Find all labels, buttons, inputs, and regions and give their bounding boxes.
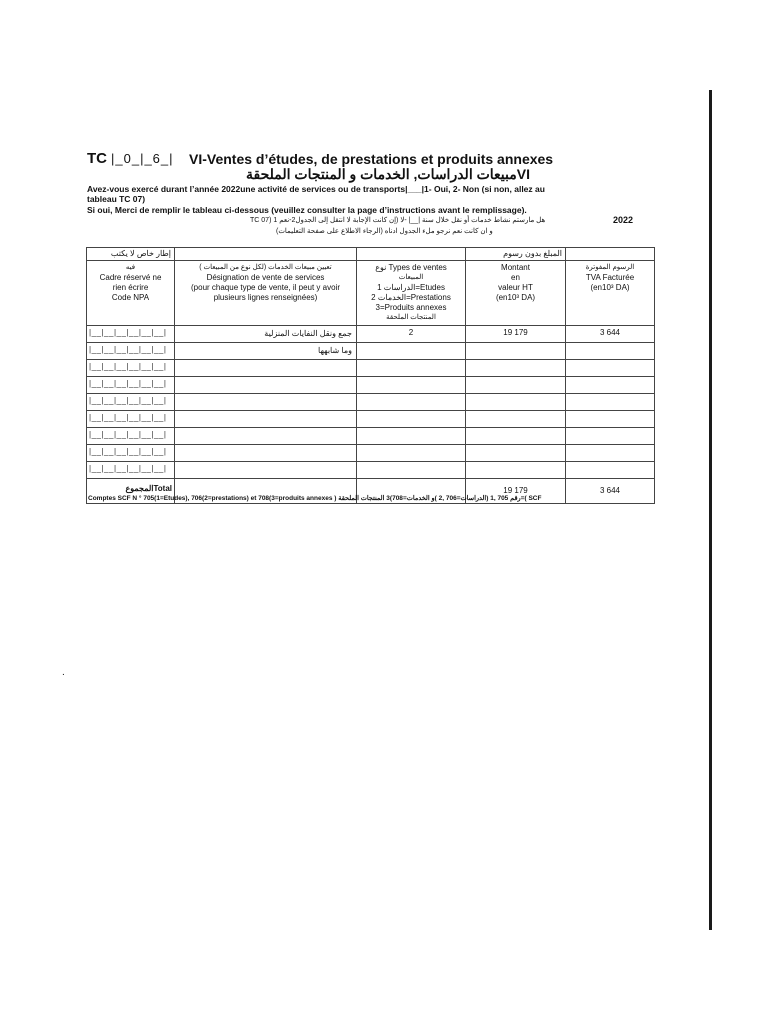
ar-header-type xyxy=(357,248,466,261)
tva-field[interactable] xyxy=(566,428,655,445)
question-line-2: tableau TC 07) xyxy=(87,194,146,204)
montant-field[interactable] xyxy=(466,343,566,360)
type-field[interactable] xyxy=(357,462,466,479)
table-row xyxy=(87,394,655,411)
header-npa xyxy=(87,261,175,326)
designation-field[interactable] xyxy=(175,411,357,428)
stray-dot: . xyxy=(62,667,65,678)
header-type-line: نوع Types de ventes xyxy=(375,263,447,272)
tva-field[interactable] xyxy=(566,377,655,394)
type-field[interactable] xyxy=(357,445,466,462)
question-line-1: Avez-vous exercé durant l’année 2022une activité de services ou de transports|___|1- Oui, 2- Non (si non, allez au xyxy=(87,184,545,194)
header-npa-line: Cadre réservé ne xyxy=(99,273,162,282)
montant-field[interactable] xyxy=(466,428,566,445)
header-designation xyxy=(175,261,357,326)
type-field[interactable]: 2 xyxy=(357,326,466,343)
ar-header-montant: المبلغ بدون رسوم xyxy=(466,248,566,261)
npa-code-field[interactable]: |__|__|__|__|__|__| xyxy=(87,445,175,462)
montant-field[interactable]: 19 179 xyxy=(466,326,566,343)
question-line-3: Si oui, Merci de remplir le tableau ci-dessous (veuillez consulter la page d’instructions avant le remplissage). xyxy=(87,205,527,215)
montant-field[interactable] xyxy=(466,377,566,394)
arabic-header-row xyxy=(87,248,655,261)
header-npa-ar: فيه xyxy=(125,264,136,271)
header-type-ar: المنتجات الملحقة xyxy=(386,314,436,321)
designation-field[interactable] xyxy=(175,377,357,394)
type-field[interactable] xyxy=(357,428,466,445)
section-title-ar: VIمبيعات الدراسات, الخدمات و المنتجات الملحقة xyxy=(246,166,530,182)
designation-field[interactable]: وما شابهها xyxy=(175,343,357,360)
table-row xyxy=(87,411,655,428)
table-row xyxy=(87,462,655,479)
page-edge-line xyxy=(709,90,712,930)
type-field[interactable] xyxy=(357,377,466,394)
type-field[interactable] xyxy=(357,343,466,360)
header-npa-line: rien écrire xyxy=(112,283,149,292)
npa-code-field[interactable]: |__|__|__|__|__|__| xyxy=(87,428,175,445)
tc-label: TC xyxy=(87,150,107,167)
total-tva[interactable]: 3 644 xyxy=(566,479,655,504)
table-row xyxy=(87,428,655,445)
total-montant[interactable]: 19 179 xyxy=(466,479,566,504)
designation-field[interactable] xyxy=(175,360,357,377)
footer-note: Comptes SCF N ° 705(1=Etudes), 706(2=prestations) et 708(3=produits annexes ) رقم 705 ,1 (الدراسات=706 ,2 )و الخدمات=708)3 المنتجات الملحقة=( SCF xyxy=(88,495,542,502)
table-row xyxy=(87,326,655,343)
npa-code-field[interactable]: |__|__|__|__|__|__| xyxy=(87,411,175,428)
npa-code-field[interactable]: |__|__|__|__|__|__| xyxy=(87,326,175,343)
question-ar-1: هل مارستم نشاط خدمات أو نقل خلال سنة |__| -لا (إن كانت الإجابة لا انتقل إلى الجدول2-نعم 1 (TC 07 xyxy=(250,217,546,224)
header-tva xyxy=(566,261,655,326)
tva-field[interactable] xyxy=(566,411,655,428)
column-header-row xyxy=(87,261,655,326)
header-tva-ar: الرسوم المفوترة xyxy=(585,264,635,271)
header-tva-line: TVA Facturée xyxy=(585,273,635,282)
header-type xyxy=(357,261,466,326)
montant-field[interactable] xyxy=(466,445,566,462)
header-designation-ar: تعيين مبيعات الخدمات (لكل نوع من المبيعات ) xyxy=(199,264,332,271)
npa-code-field[interactable]: |__|__|__|__|__|__| xyxy=(87,377,175,394)
tva-field[interactable] xyxy=(566,462,655,479)
designation-field[interactable] xyxy=(175,394,357,411)
montant-field[interactable] xyxy=(466,394,566,411)
header-designation-line: Désignation de vente de services xyxy=(206,273,325,282)
designation-field[interactable]: جمع ونقل النفايات المنزلية xyxy=(175,326,357,343)
type-field[interactable] xyxy=(357,411,466,428)
tva-field[interactable] xyxy=(566,343,655,360)
npa-code-field[interactable]: |__|__|__|__|__|__| xyxy=(87,343,175,360)
section-title-fr: VI-Ventes d’études, de prestations et produits annexes xyxy=(189,151,554,167)
npa-code-field[interactable]: |__|__|__|__|__|__| xyxy=(87,360,175,377)
montant-field[interactable] xyxy=(466,462,566,479)
designation-field[interactable] xyxy=(175,428,357,445)
tva-field[interactable] xyxy=(566,445,655,462)
tva-field[interactable]: 3 644 xyxy=(566,326,655,343)
header-montant xyxy=(466,261,566,326)
tva-field[interactable] xyxy=(566,394,655,411)
header-npa-line: Code NPA xyxy=(111,293,150,302)
ar-header-designation xyxy=(175,248,357,261)
table-row xyxy=(87,445,655,462)
sales-table xyxy=(86,247,655,504)
montant-field[interactable] xyxy=(466,411,566,428)
header-designation-line: plusieurs lignes renseignées) xyxy=(213,293,318,302)
header-montant-line: en xyxy=(511,273,520,282)
type-field[interactable] xyxy=(357,394,466,411)
header-designation-line: (pour chaque type de vente, il peut y avoir xyxy=(191,283,340,292)
npa-code-field[interactable]: |__|__|__|__|__|__| xyxy=(87,394,175,411)
ar-header-tva xyxy=(566,248,655,261)
ar-header-npa: إطار خاص لا يكتب xyxy=(87,248,175,261)
total-label: المجموعTotal xyxy=(87,479,175,504)
tva-field[interactable] xyxy=(566,360,655,377)
type-field[interactable] xyxy=(357,360,466,377)
header-montant-line: valeur HT xyxy=(498,283,533,292)
designation-field[interactable] xyxy=(175,462,357,479)
header-montant-line: (en10³ DA) xyxy=(495,293,536,302)
table-row xyxy=(87,360,655,377)
designation-field[interactable] xyxy=(175,445,357,462)
question-ar-2: و ان كانت نعم نرجو ملء الجدول ادناه (الرجاء الاطلاع على صفحة التعليمات) xyxy=(276,228,493,235)
header-montant-line: Montant xyxy=(501,263,530,272)
table-row xyxy=(87,343,655,360)
tc-code: |_0_|_6_| xyxy=(111,151,174,166)
header-type-line: 3=Produits annexes xyxy=(375,303,447,312)
montant-field[interactable] xyxy=(466,360,566,377)
table-row xyxy=(87,377,655,394)
header-type-ar: المبيعات xyxy=(398,274,424,281)
npa-code-field[interactable]: |__|__|__|__|__|__| xyxy=(87,462,175,479)
header-tva-line: (en10³ DA) xyxy=(590,283,630,292)
header-type-line: الخدمات 2=Prestations xyxy=(371,293,451,302)
year-label: 2022 xyxy=(613,215,634,225)
header-type-line: الدراسات 1=Etudes xyxy=(377,283,445,292)
